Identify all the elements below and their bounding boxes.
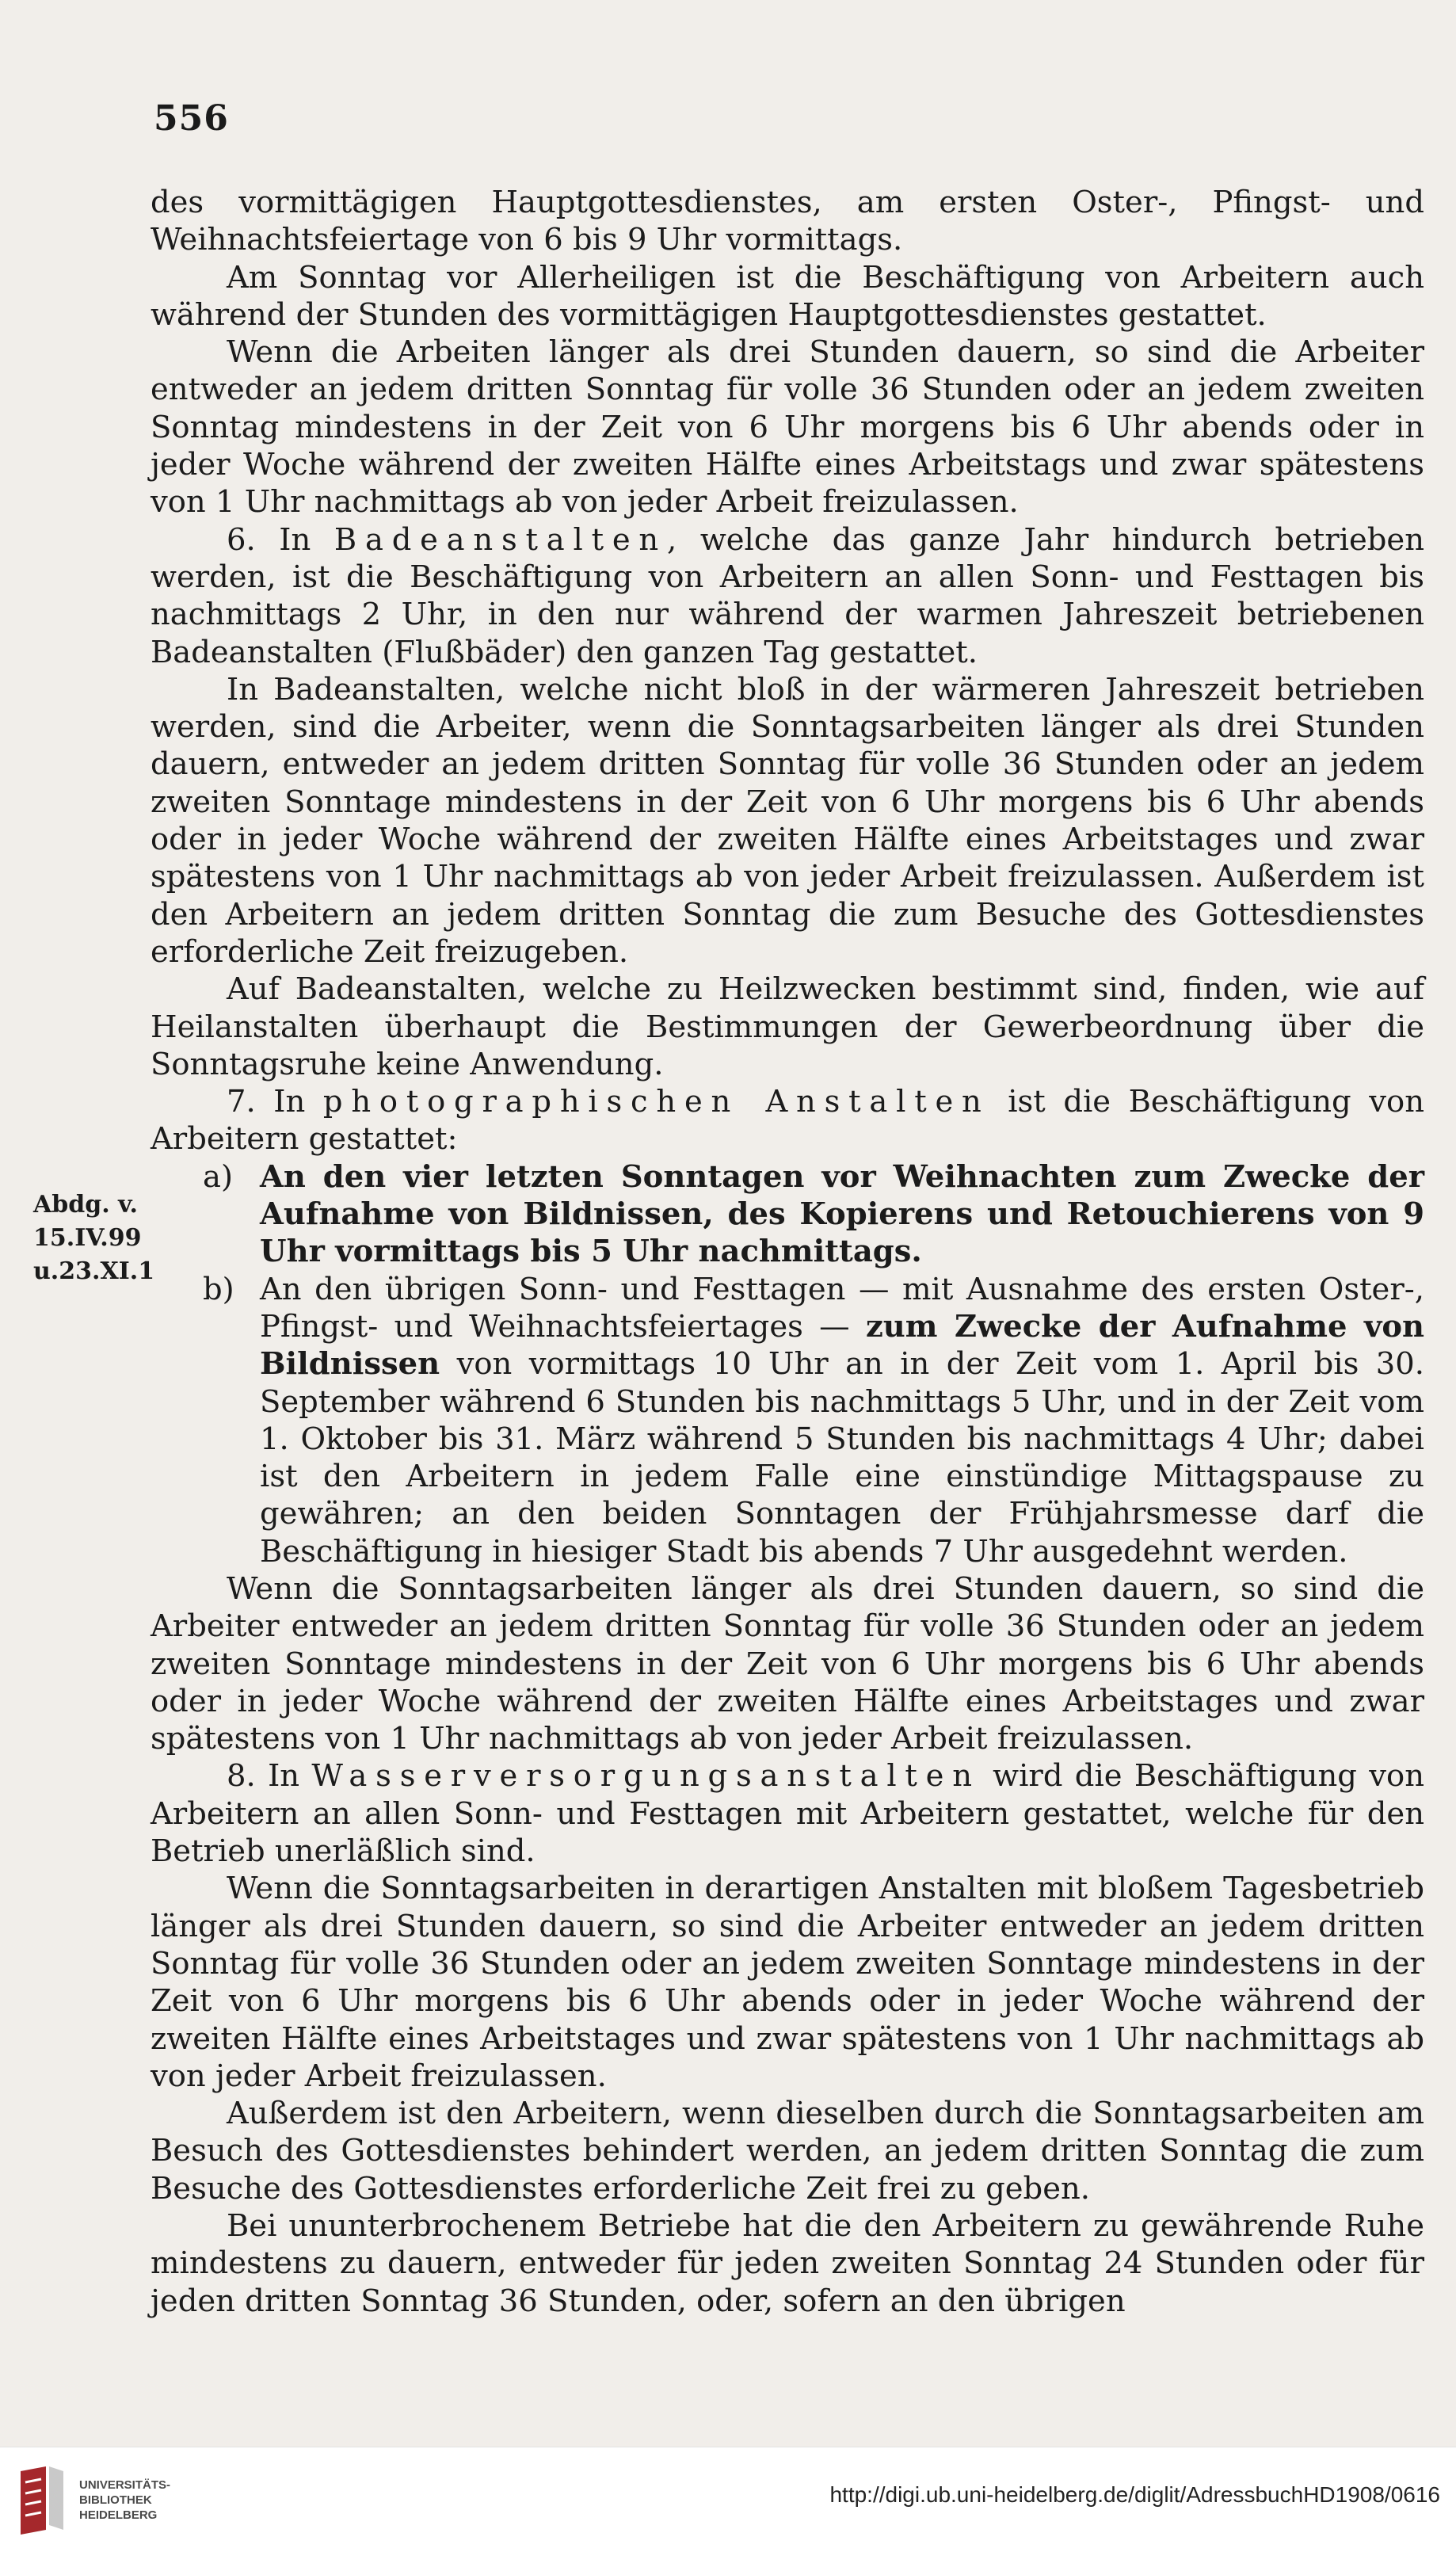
library-name-line: HEIDELBERG [79,2508,158,2522]
section-heading: Wasserversorgungsanstalten [311,1758,981,1795]
library-logo[interactable] [14,2462,196,2538]
paragraph-section-8 [151,1757,1424,1870]
paragraph: Wenn die Arbeiten länger als drei Stunden dauern, so sind die Arbeiter entweder an jedem dritten Sonntag für volle 36 Stunden oder an jedem zweiten Sonntag mindestens in der Zeit von 6 Uhr morgens bis 6 Uhr abends oder in jeder Woche während der zweiten Hälfte eines Arbeitstags und zwar spätestens von 1 Uhr nachmittags ab von jeder Arbeit freizulassen. [151,334,1424,521]
paragraph: Außerdem ist den Arbeitern, wenn dieselben durch die Sonntagsarbeiten am Besuch des Gottesdienstes behindert werden, an jedem dritten Sonntag die zum Besuche des Gottesdienstes erforderliche Zeit frei zu geben. [151,2096,1424,2207]
list-text-bold: zum Zwecke der Aufnahme von Bildnissen [260,1308,1424,1383]
paragraph: Wenn die Sonntagsarbeiten in derartigen Anstalten mit bloßem Tagesbetrieb länger als drei Stunden dauern, so sind die Arbeiter entweder an jedem dritten Sonntag für volle 36 Stunden oder an jedem zweiten Sonntage mindestens in der Zeit von 6 Uhr morgens bis 6 Uhr abends oder in jeder Woche während der zweiten Hälfte eines Arbeitstages und zwar spätestens von 1 Uhr nachmittags ab von jeder Arbeit freizulassen. [151,1871,1424,2094]
list-marker: b) [203,1271,234,1307]
paragraph: Auf Badeanstalten, welche zu Heilzwecken bestimmt sind, finden, wie auf Heilanstalten überhaupt die Bestimmungen der Gewerbeordnung über die Sonntagsruhe keine Anwendung. [151,971,1424,1082]
margin-note: Abdg. v. 15.IV.99 u.23.XI.1 [33,1191,155,1285]
section-text: wird die Beschäftigung von Arbeitern an allen Sonn- und Festtagen mit Arbeitern gestattet, welche für den Betrieb unerläßlich sind. [151,1758,1424,1870]
library-name-line: BIBLIOTHEK [79,2493,152,2507]
footer-bar [0,2447,1456,2552]
library-name [79,2478,170,2523]
paragraph: Wenn die Sonntagsarbeiten länger als drei Stunden dauern, so sind die Arbeiter entweder an jedem dritten Sonntag für volle 36 Stunden oder an jedem zweiten Sonntage mindestens in der Zeit von 6 Uhr morgens bis 6 Uhr abends oder in jeder Woche während der zweiten Hälfte eines Arbeitstages und zwar spätestens von 1 Uhr nachmittags ab von jeder Arbeit freizulassen. [151,1570,1424,1757]
section-heading: photographischen Anstalten [322,1084,990,1120]
list-item-a [151,1158,1424,1271]
page-number: 556 [154,98,229,139]
paragraph: Bei ununterbrochenem Betriebe hat die den Arbeitern zu gewährende Ruhe mindestens zu dauern, entweder für jeden zweiten Sonntag 24 Stunden oder für jeden dritten Sonntag 36 Stunden, oder, sofern an den übrigen [151,2208,1424,2319]
paragraph-section-7 [151,1083,1424,1158]
list-item-b [151,1271,1424,1570]
list-text: von vormittags 10 Uhr an in der Zeit vom 1. April bis 30. September während 6 Stunden bis nachmittags 5 Uhr, und in der Zeit vom 1. Oktober bis 31. März während 5 Stunden bis nachmittags 4 Uhr; dabei ist den Arbeitern in jedem Falle eine einstündige Mittagspause zu gewähren; an den beiden Sonntagen der Frühjahrsmesse darf die Beschäftigung in hiesiger Stadt bis abends 7 Uhr ausgedehnt werden. [260,1346,1424,1570]
list-marker: a) [203,1158,233,1195]
permalink-url[interactable]: http://digi.ub.uni-heidelberg.de/diglit/AdressbuchHD1908/0616 [829,2482,1440,2507]
section-text: ist die Beschäftigung von Arbeitern gestattet: [151,1084,1424,1158]
section-number: 7. In [227,1084,306,1120]
paragraph: des vormittägigen Hauptgottesdienstes, am ersten Oster-, Pfingst- und Weihnachtsfeiertage von 6 bis 9 Uhr vormittags. [151,185,1424,258]
list-text: An den übrigen Sonn- und Festtagen — mit Ausnahme des ersten Oster-, Pfingst- und Weihnachtsfeiertages — [260,1271,1424,1345]
section-number: 8. In [227,1758,300,1795]
paragraph-section-6 [151,521,1424,671]
section-text: , welche das ganze Jahr hindurch betrieben werden, ist die Beschäftigung von Arbeitern an allen Sonn- und Festtagen bis nachmittags 2 Uhr, in den nur während der warmen Jahreszeit betriebenen Badeanstalten (Flußbäder) den ganzen Tag gestattet. [151,521,1424,670]
body-text [151,184,1424,2320]
section-heading: Badeanstalten [334,521,668,558]
section-number: 6. In [227,521,311,558]
paragraph: Am Sonntag vor Allerheiligen ist die Beschäftigung von Arbeitern auch während der Stunden des vormittägigen Hauptgottesdienstes gestattet. [151,259,1424,333]
list-text: An den vier letzten Sonntagen vor Weihnachten zum Zwecke der Aufnahme von Bildnissen, des Kopierens und Retouchierens von 9 Uhr vormittags bis 5 Uhr nachmittags. [260,1158,1424,1270]
library-logo-icon [14,2462,70,2538]
library-name-line: UNIVERSITÄTS- [79,2478,171,2492]
paragraph: In Badeanstalten, welche nicht bloß in der wärmeren Jahreszeit betrieben werden, sind die Arbeiter, wenn die Sonntagsarbeiten länger als drei Stunden dauern, entweder an jedem dritten Sonntag für volle 36 Stunden oder an jedem zweiten Sonntage mindestens in der Zeit von 6 Uhr morgens bis 6 Uhr abends oder in jeder Woche während der zweiten Hälfte eines Arbeitstages und zwar spätestens von 1 Uhr nachmittags ab von jeder Arbeit freizulassen. Außerdem ist den Arbeitern an jedem dritten Sonntag die zum Besuche des Gottesdienstes erforderliche Zeit freizugeben. [151,671,1424,970]
